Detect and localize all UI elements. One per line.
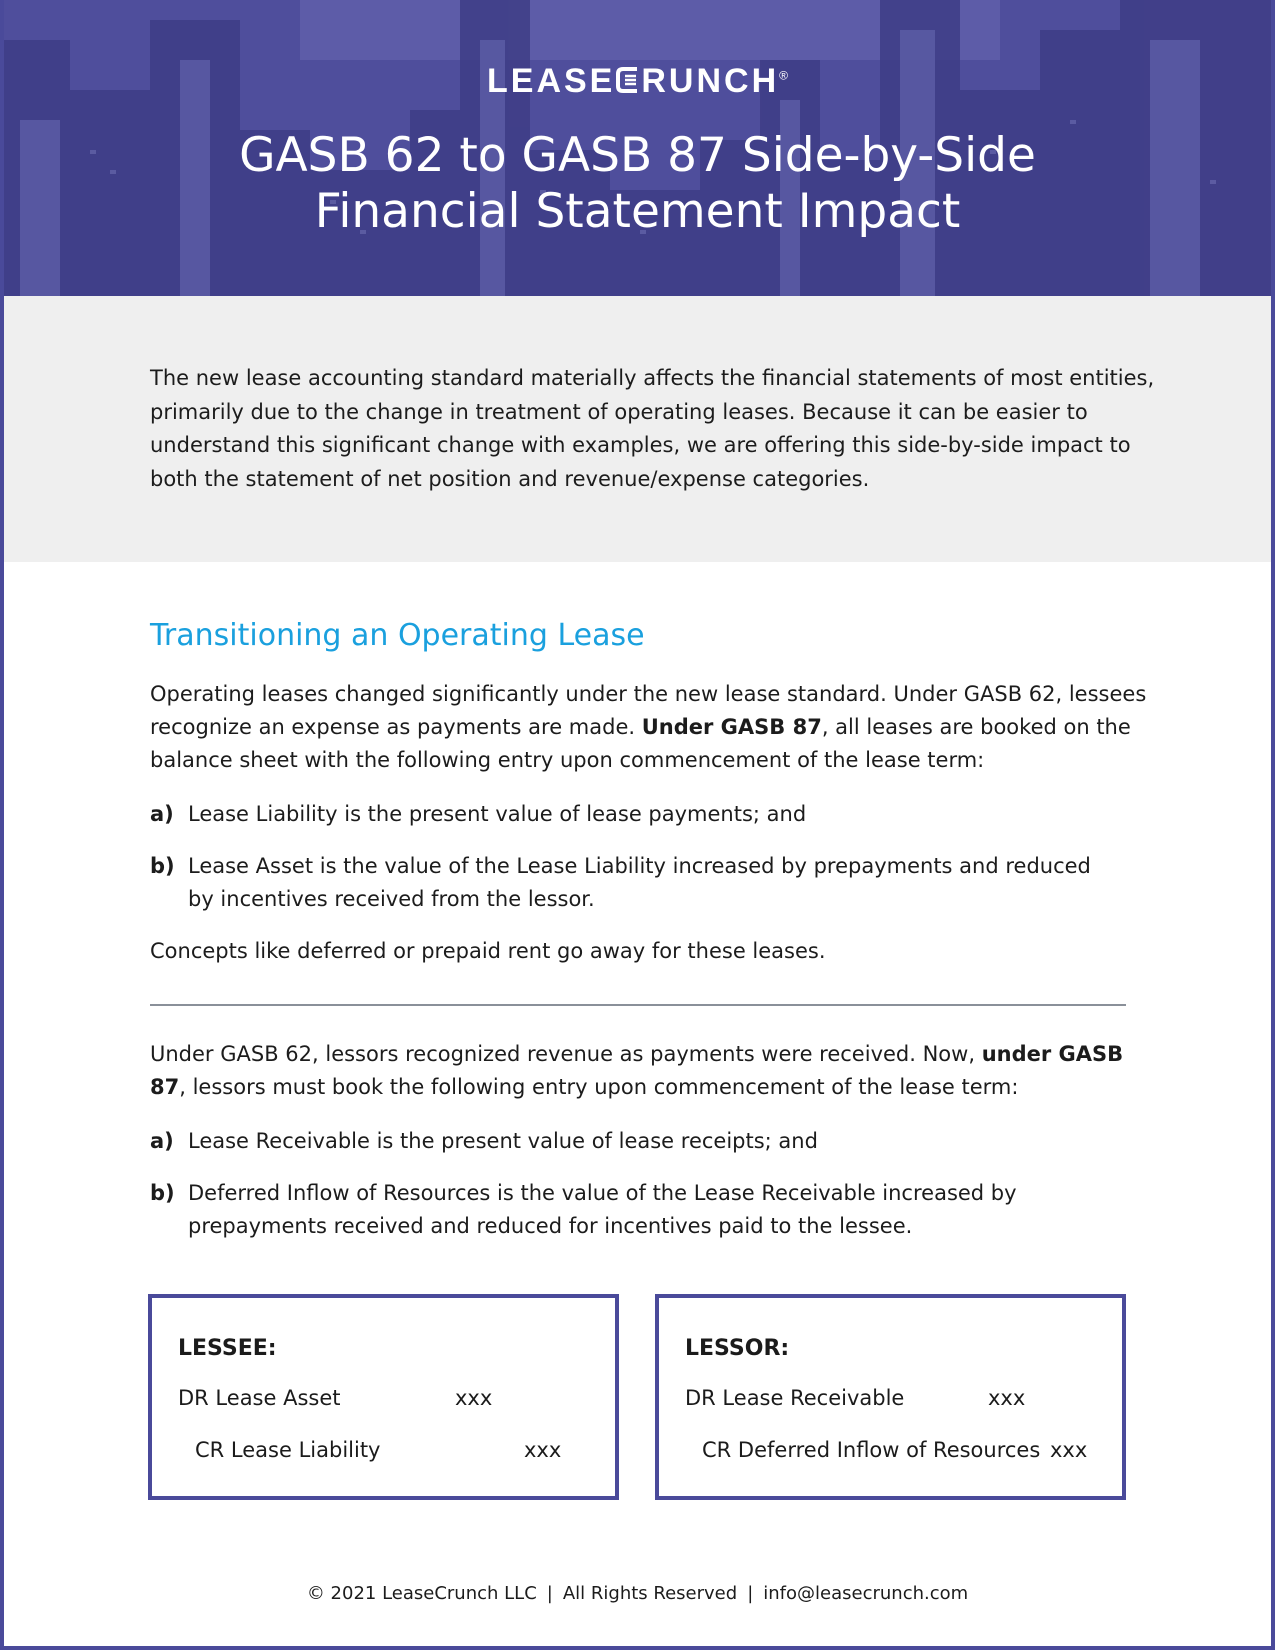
lessee-dr-account: DR Lease Asset bbox=[178, 1386, 341, 1410]
logo-registered-mark: ® bbox=[779, 68, 788, 83]
logo-text-left: LEASE bbox=[487, 62, 616, 100]
lessee-label: LESSEE: bbox=[178, 1336, 277, 1361]
intro-panel bbox=[4, 296, 1271, 562]
page-title-line-2: Financial Statement Impact bbox=[314, 184, 961, 239]
lessor-paragraph-end: , lessors must book the following entry upon commencement of the lease term: bbox=[179, 1075, 1019, 1099]
section-divider bbox=[150, 1004, 1126, 1006]
lessor-dr-amount: xxx bbox=[988, 1386, 1026, 1410]
item-marker: b) bbox=[150, 1181, 175, 1205]
lessee-cr-amount: xxx bbox=[524, 1438, 562, 1462]
lessee-paragraph-bold: Under GASB 87 bbox=[641, 715, 822, 739]
footer-email-link[interactable]: info@leasecrunch.com bbox=[763, 1583, 969, 1604]
footer-separator: | bbox=[747, 1583, 754, 1604]
page-title bbox=[0, 128, 1275, 240]
lessor-journal-box bbox=[655, 1294, 1126, 1500]
lessee-paragraph bbox=[150, 678, 1150, 777]
item-marker: a) bbox=[150, 1129, 174, 1153]
footer-separator: | bbox=[546, 1583, 553, 1604]
footer-rights: All Rights Reserved bbox=[562, 1583, 738, 1604]
lessee-paragraph-end: , all leases are booked on the balance sheet with the following entry upon commencement of the lease term: bbox=[150, 715, 1131, 772]
page-title-line-1: GASB 62 to GASB 87 Side-by-Side bbox=[239, 128, 1036, 183]
lessee-cr-account: CR Lease Liability bbox=[195, 1438, 381, 1462]
lessor-paragraph-bold: under GASB 87 bbox=[150, 1042, 1124, 1099]
lessee-item-a bbox=[150, 798, 1100, 831]
footer-copyright: © 2021 LeaseCrunch LLC bbox=[306, 1583, 537, 1604]
lessor-item-b bbox=[150, 1177, 1100, 1243]
item-marker: a) bbox=[150, 802, 174, 826]
item-text: Lease Liability is the present value of lease payments; and bbox=[188, 802, 807, 826]
lessee-dr-amount: xxx bbox=[455, 1386, 493, 1410]
lessor-item-a bbox=[150, 1125, 1100, 1158]
lessee-journal-box bbox=[148, 1294, 619, 1500]
lessor-cr-amount: xxx bbox=[1050, 1438, 1088, 1462]
concepts-text: Concepts like deferred or prepaid rent go away for these leases. bbox=[150, 939, 826, 963]
lessor-label: LESSOR: bbox=[685, 1336, 790, 1361]
lessor-dr-account: DR Lease Receivable bbox=[685, 1386, 905, 1410]
leasecrunch-logo bbox=[0, 62, 1275, 101]
lessee-paragraph-start: Operating leases changed significantly under the new lease standard. Under GASB 62, lessees recognize an expense as payments are made. bbox=[150, 682, 1147, 739]
lessee-item-b bbox=[150, 850, 1100, 916]
item-text: Deferred Inflow of Resources is the value of the Lease Receivable increased by prepayments received and reduced for incentives paid to the lessee. bbox=[188, 1181, 1017, 1238]
item-marker: b) bbox=[150, 854, 175, 878]
lessor-paragraph-start: Under GASB 62, lessors recognized revenue as payments were received. Now, bbox=[150, 1042, 982, 1066]
intro-text: The new lease accounting standard materially affects the financial statements of most entities, primarily due to the change in treatment of operating leases. Because it can be easier to understand this significant change with examples, we are offering this side-by-side impact to both the statement of net position and revenue/expense categories. bbox=[150, 366, 1155, 491]
footer bbox=[0, 1583, 1275, 1604]
item-text: Lease Receivable is the present value of lease receipts; and bbox=[188, 1129, 818, 1153]
logo-c-mark-icon bbox=[615, 64, 641, 96]
item-text: Lease Asset is the value of the Lease Liability increased by prepayments and reduced by incentives received from the lessor. bbox=[188, 854, 1091, 911]
section-title: Transitioning an Operating Lease bbox=[150, 618, 645, 653]
lessor-paragraph bbox=[150, 1038, 1150, 1104]
logo-text-right: RUNCH bbox=[641, 62, 780, 100]
hero-banner bbox=[0, 0, 1275, 296]
lessor-cr-account: CR Deferred Inflow of Resources bbox=[702, 1438, 1041, 1462]
